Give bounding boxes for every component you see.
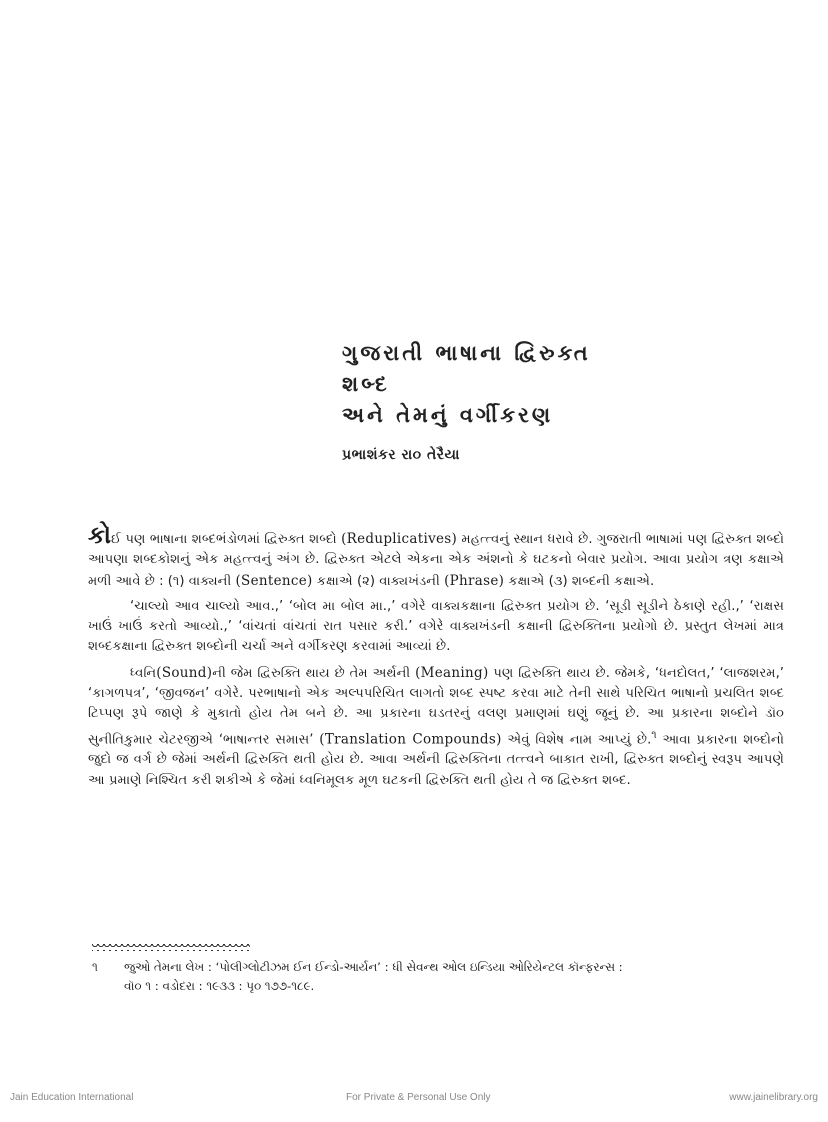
footnote-number: ૧ (92, 960, 98, 974)
author-name: પ્રભાશંકર રા૦ તેરૈયા (342, 447, 460, 463)
drop-cap: કો (88, 521, 111, 549)
footnote (92, 958, 792, 996)
paragraph-3: ધ્વનિ(Sound)ની જેમ દ્વિરુક્તિ થાય છે તેમ અર્થની (Meaning) પણ દ્વિરુક્તિ થાય છે. જેમકે, ‘ધનદોલત,’ ‘લાજશરમ,’ ‘કાગળપત્ર’, ‘જીવજન’ વગેરે. પરભાષાનો એક અલ્પપરિચિત લાગતો શબ્દ સ્પષ્ટ કરવા માટે તેની સાથે પરિચિત ભાષાનો પ્રચલિત શબ્દ ટિપ્પણ રૂપે જાણે કે મુકાતો હોય તેમ બને છે. આ પ્રકારના ઘડતરનું વલણ પ્રમાણમાં ઘણું જૂનું છે. આ પ્રકારના શબ્દોને ડૉ૦ સુનીતિકુમાર ચેટરજીએ ‘ભાષાન્તર સમાસ’ (Translation Compounds) એવું વિશેષ નામ આપ્યું છે.$^૧$ આવા પ્રકારના શબ્દોનો જુદો જ વર્ગ છે જેમાં અર્થની દ્વિરુક્તિ થતી હોય છે. આવા અર્થની દ્વિરુક્તિના તત્ત્વને બાકાત રાખી, દ્વિરુક્ત શબ્દોનું સ્વરૂપ આપણે આ પ્રમાણે નિશ્ચિત કરી શકીએ કે જેમાં ધ્વનિમૂલક મૂળ ઘટકની દ્વિરુક્તિ થતી હોય તે જ દ્વિરુક્ત શબ્દ. (88, 664, 784, 788)
article-body (88, 521, 784, 796)
footer-website-link[interactable]: www.jainelibrary.org (729, 1092, 818, 1103)
footer-usage-note: For Private & Personal Use Only (346, 1092, 491, 1103)
article-title (342, 338, 642, 431)
paragraph-1: કોઈ પણ ભાષાના શબ્દભંડોળમાં દ્વિરુક્ત શબ્દો (Reduplicatives) મહત્ત્વનું સ્થાન ધરાવે છે. ગુજરાતી ભાષામાં પણ દ્વિરુક્ત શબ્દો આપણા શબ્દકોશનું એક મહત્ત્વનું અંગ છે. દ્વિરુક્ત એટલે એકના એક અંશનો કે ઘટકનો બેવાર પ્રયોગ. આવા પ્રયોગ ત્રણ કક્ષાએ મળી આવે છે : (૧) વાક્યની (Sentence) કક્ષાએ (૨) વાક્યખંડની (Phrase) કક્ષાએ (૩) શબ્દની કક્ષાએ. (88, 521, 784, 589)
paragraph-2: ‘ચાલ્યો આવ ચાલ્યો આવ.,’ ‘બોલ મા બોલ મા.,’ વગેરે વાક્યકક્ષાના દ્વિરુક્ત પ્રયોગ છે. ‘સૂડી સૂડીને ઠેકાણે રહી.,’ ‘રાક્ષસ ખાઉં ખાઉં કરતો આવ્યો.,’ ‘વાંચતાં વાંચતાં રાત પસાર કરી.’ વગેરે વાક્યખંડની કક્ષાની દ્વિરુક્તિના પ્રયોગો છે. પ્રસ્તુત લેખમાં માત્ર શબ્દકક્ષાના દ્વિરુક્ત શબ્દોની ચર્ચા અને વર્ગીકરણ કરવામાં આવ્યાં છે. (88, 598, 784, 655)
footnote-line-2: વૉ૦ ૧ : વડોદરા : ૧૯૩૩ : પૃ૦ ૧૭૭-૧૮૯. (124, 979, 315, 993)
title-line-1: ગુજરાતી ભાષાના દ્વિરુક્ત શબ્દ (342, 341, 591, 396)
footnote-line-1: જુઓ તેમના લેખ : ‘પોલીગ્લોટીઝમ ઈન ઈન્ડો-આર્યન’ : ધી સેવન્થ ઓલ ઇન્ડિયા ઓરિયેન્ટલ કૉન્ફરન્સ : (124, 960, 623, 974)
footer-publisher: Jain Education International (10, 1092, 134, 1103)
page-footer (0, 1092, 828, 1108)
title-line-2: અને તેમનું વર્ગીકરણ (342, 403, 554, 427)
footnote-divider (92, 944, 250, 951)
footnote-ref[interactable]: ૧ (651, 727, 657, 741)
